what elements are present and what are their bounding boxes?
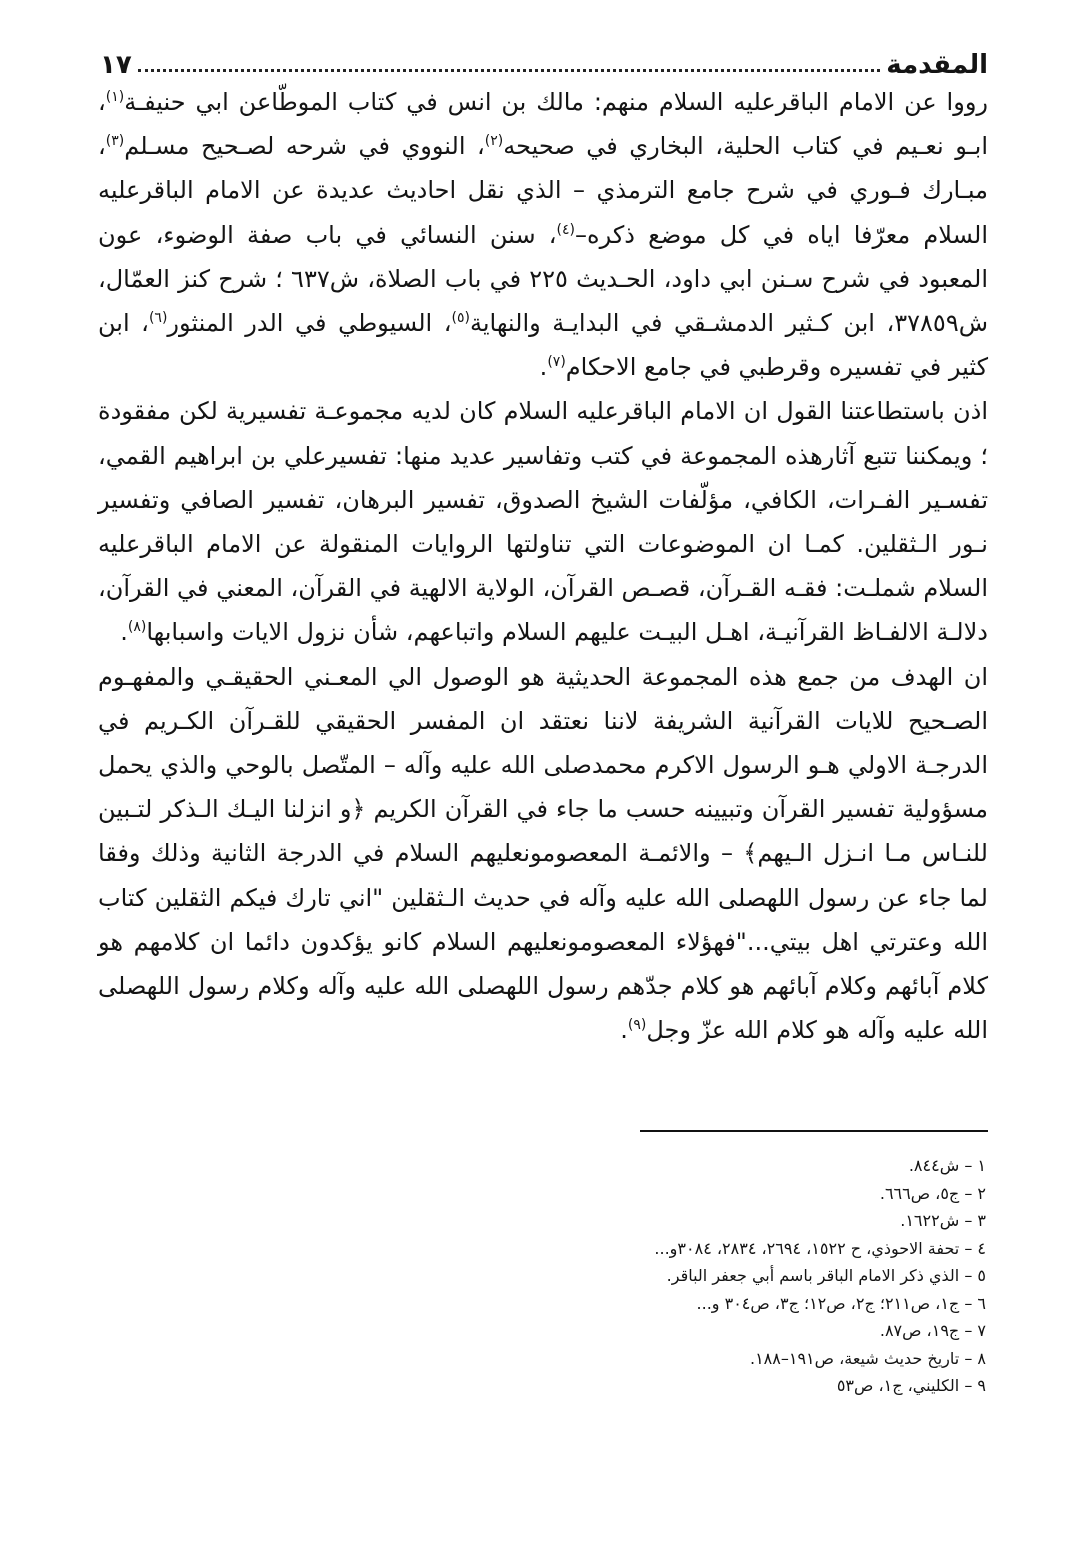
text-run: . — [539, 353, 548, 382]
footnote: ٤ – تحفة الاحوذي، ح ١٥٢٢، ٢٦٩٤، ٢٨٣٤، ٣٠٨٤و... — [654, 1238, 986, 1258]
footnote: ٥ – الذي ذكر الامام الباقر باسم أبي جعفر الباقر. — [666, 1266, 986, 1285]
text-run: ، ابـو نعـيم في كتاب الحلية، البخاري في صحيحه — [98, 88, 989, 161]
footnote: ٣ – ش١٦٢٢. — [900, 1211, 986, 1230]
section-title: المقدمة — [886, 50, 988, 80]
text-run: . — [620, 1016, 628, 1045]
footnote: ٦ – ج١، ص٢١١؛ ج٢، ص١٢؛ ج٣، ص٣٠٤ و... — [696, 1293, 986, 1313]
page-number: ١٧ — [100, 50, 132, 80]
footnote: ٩ – الكليني، ج١، ص٥٣ — [836, 1376, 986, 1395]
footnote-ref: (٢) — [484, 133, 504, 150]
footnote: ١ – ش٨٤٤. — [908, 1156, 986, 1175]
body-text — [98, 80, 988, 1052]
footnote: ٨ – تاريخ حديث شيعة، ص١٩١–١٨٨. — [749, 1348, 986, 1368]
footnote-ref: (٥) — [451, 310, 470, 327]
paragraph — [98, 655, 988, 1053]
footnote-ref: (٦) — [148, 310, 168, 327]
footnote-ref: (٨) — [127, 619, 147, 636]
running-header — [100, 38, 988, 78]
text-run: ، النووي في شرحه لصـحيح مسـلم — [124, 132, 485, 161]
footnote-ref: (٩) — [627, 1017, 647, 1034]
paragraph — [98, 389, 988, 654]
text-run: ، ابن كثير في تفسيره وقرطبي في جامع الاحكام — [98, 309, 988, 382]
footnote: ٢ – ج٥، ص٦٦٦. — [879, 1183, 986, 1203]
text-run: اذن باستطاعتنا القول ان الامام الباقرعليه السلام كان لديه مجموعـة تفسيرية لكن مفقودة ؛ ويمكننا تتبع آثارهذه المجموعة في كتب وتفاسير عديد منها: تفسيرعلي بن ابراهيم القمي، تفسـير الفـرات، الكافي، مؤلّفات الشيخ الصدوق، تفسير البرهان، تفسير الصافي وتفسير نـور الـثقلين. كمـا ان الموضوعات التي تناولتها الروايات المنقولة عن الامام الباقرعليه السلام شملـت: فقـه القـرآن، قصـص القرآن، الولاية الالهية في القرآن، المعني في القرآن، دلالـة الالفـاظ القرآنيـة، اهـل البيـت عليهم السلام واتباعهم، شأن نزول الايات واسبابها — [98, 397, 988, 647]
text-run: ، سنن النسائي في باب صفة الوضوء، عون المعبود في شرح سـنن ابي داود، الحـديث ٢٢٥ في باب الصلاة، ش٦٣٧ ؛ شرح كنز العمّال، ش٣٧٨٥٩، ابن كـثير الدمشـقي في البدايـة والنهاية — [98, 220, 989, 338]
footnote: ٧ – ج١٩، ص٨٧. — [879, 1321, 986, 1340]
footnote-ref: (٤) — [556, 221, 575, 238]
paragraph — [98, 80, 988, 389]
footnote-ref: (٧) — [547, 354, 566, 371]
text-run: ان الهدف من جمع هذه المجموعة الحديثية هو الوصول الي المعـني الحقيقـي والمفهـوم الصـحيح للايات القرآنية الشريفة لاننا نعتقد ان المفسر الحقيقي للقـرآن الكـريم في الدرجـة الاولي هـو الرسول الاكرم محمدصلى الله عليه وآله – المتّصل بالوحي والذي يحمل مسؤولية تفسير القرآن وتبيينه حسب ما جاء في القرآن الكريم ﴿و انزلنا اليـك الـذكر لتـبين للنـاس مـا انـزل الـيهم﴾ – والائمـة المعصومونعليهم السلام في الدرجة الثانية وذلك وفقا لما جاء عن رسول اللهصلى الله عليه وآله في حديث الـثقلين "اني تارك فيكم الثقلين كتاب الله وعترتي اهل بيتي..."فهؤلاء المعصومونعليهم السلام كانو يؤكدون دائما ان كلامهم هو كلام آبائهم وكلام آبائهم هو كلام جدّهم رسول اللهصلى الله عليه وآله وكلام رسول اللهصلى الله عليه وآله هو كلام الله عزّ وجل — [98, 662, 988, 1045]
footnote-ref: (٣) — [105, 133, 125, 150]
footnotes-list — [420, 1152, 986, 1400]
footnote-ref: (١) — [105, 89, 125, 105]
text-run: ، السيوطي في الدر المنثور — [167, 309, 452, 338]
header-dot-leader — [138, 68, 881, 72]
text-run: . — [120, 618, 128, 647]
footnote-separator — [640, 1130, 988, 1132]
text-run: رووا عن الامام الباقرعليه السلام منهم: مالك بن انس في كتاب الموطّاعن ابي حنيفـة — [124, 88, 988, 116]
text-run: ، مبـارك فـوري في شرح جامع الترمذي – الذي نقل احاديث عديدة عن الامام الباقرعليه السلام معرّفا اياه في كل موضع ذكره– — [98, 132, 989, 249]
